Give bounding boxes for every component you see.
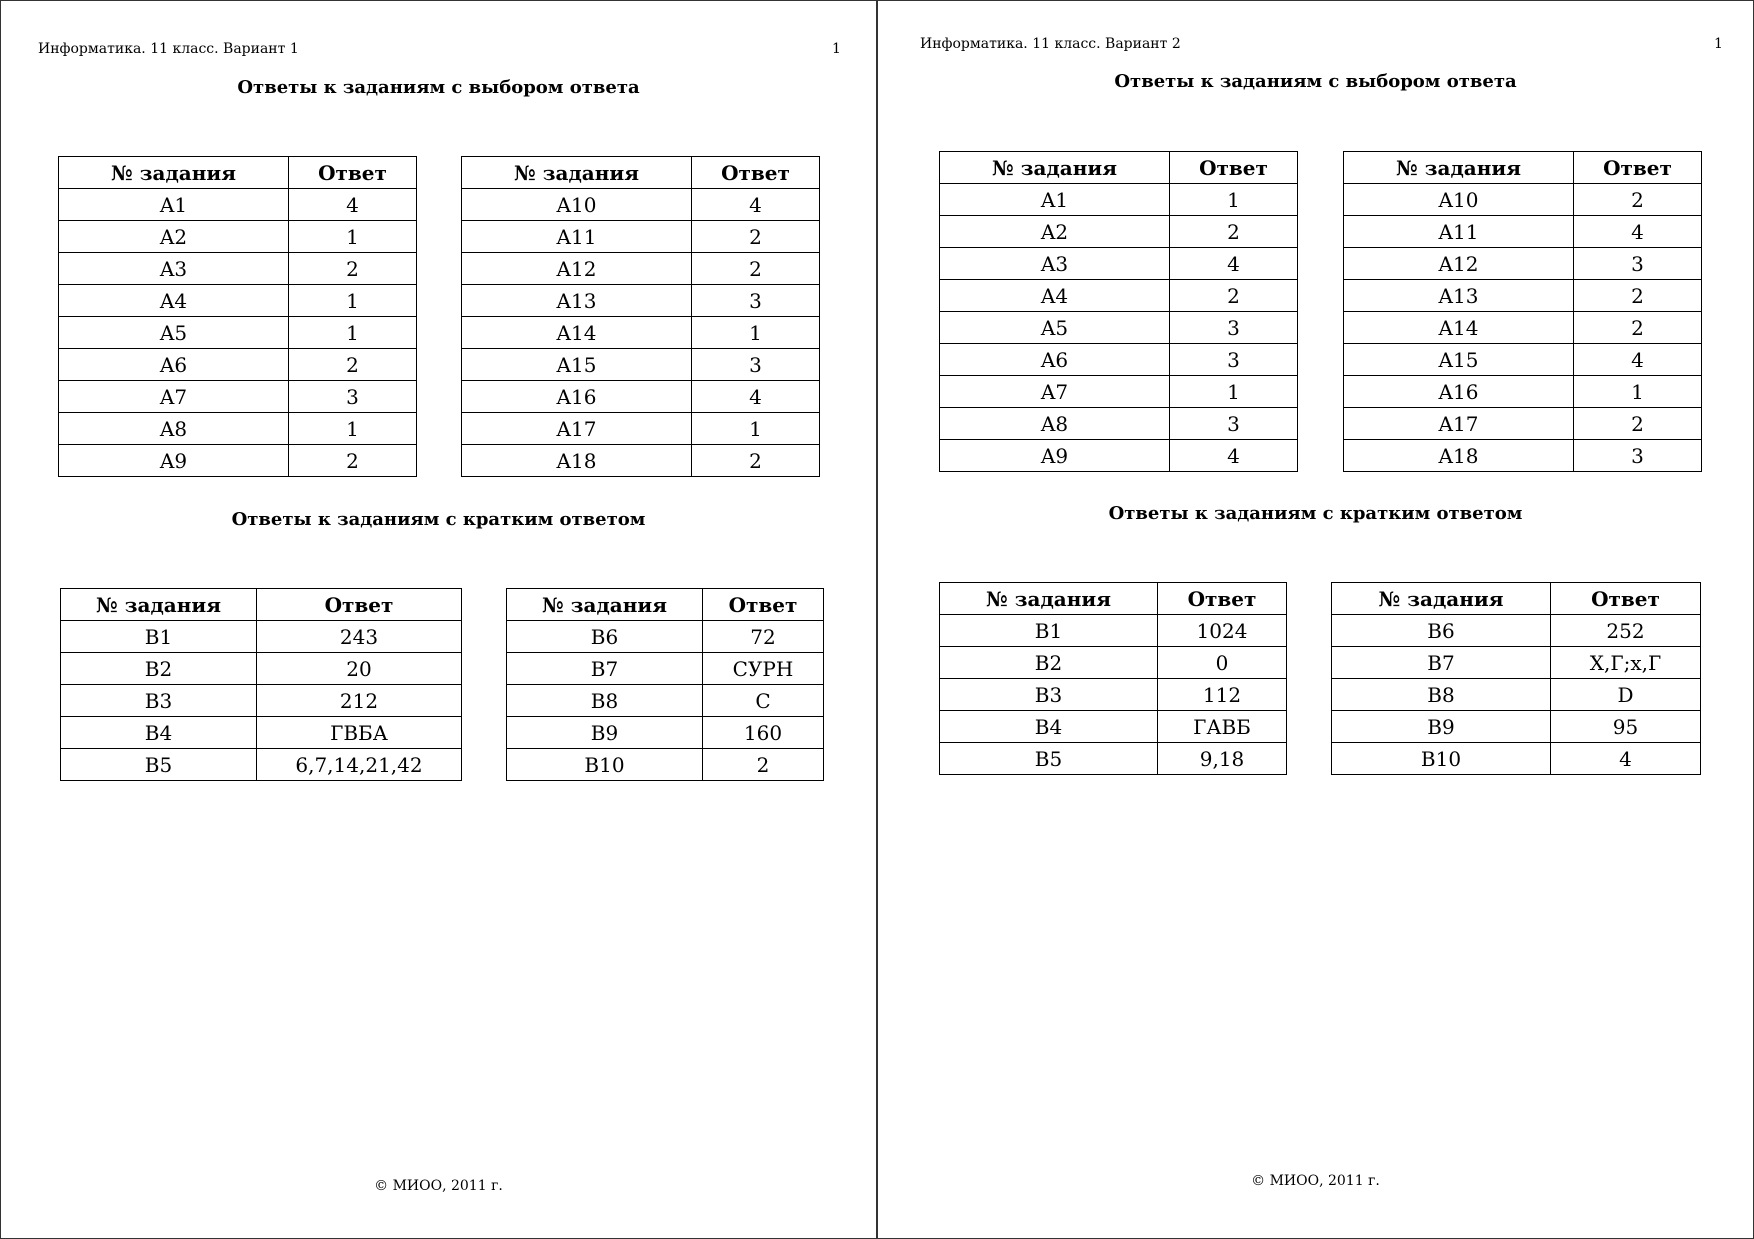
- table-row: [61, 685, 462, 717]
- answer-page-variant-2: [877, 0, 1754, 1239]
- table-row: [1344, 440, 1702, 472]
- table-row: [59, 349, 417, 381]
- task-cell: A14: [462, 317, 692, 349]
- task-cell: B7: [507, 653, 703, 685]
- short-table-right: [506, 588, 824, 781]
- col-header-task: № задания: [61, 589, 257, 621]
- table-row: [462, 317, 820, 349]
- table-row: [940, 280, 1298, 312]
- answer-cell: 243: [257, 621, 462, 653]
- task-cell: A17: [1344, 408, 1574, 440]
- answer-cell: 1: [1574, 376, 1702, 408]
- col-header-answer: Ответ: [1551, 583, 1701, 615]
- task-cell: A9: [940, 440, 1170, 472]
- task-cell: B8: [507, 685, 703, 717]
- table-row: [59, 317, 417, 349]
- task-cell: B8: [1332, 679, 1551, 711]
- answer-cell: 2: [1574, 312, 1702, 344]
- table-row: [462, 285, 820, 317]
- answer-cell: 1: [289, 413, 417, 445]
- answer-cell: 2: [1574, 280, 1702, 312]
- col-header-task: № задания: [1344, 152, 1574, 184]
- answer-cell: 3: [289, 381, 417, 413]
- table-row: [1332, 615, 1701, 647]
- task-cell: B4: [61, 717, 257, 749]
- table-row: [1344, 408, 1702, 440]
- table-row: [1344, 280, 1702, 312]
- task-cell: A13: [1344, 280, 1574, 312]
- section-title-choice: Ответы к заданиям с выбором ответа: [237, 77, 640, 98]
- short-table-left: [60, 588, 462, 781]
- choice-table-right: [461, 156, 820, 477]
- task-cell: A5: [59, 317, 289, 349]
- task-cell: A1: [59, 189, 289, 221]
- answer-cell: 3: [1574, 248, 1702, 280]
- answer-cell: 1024: [1158, 615, 1287, 647]
- table-row: [59, 413, 417, 445]
- answer-cell: 2: [1574, 408, 1702, 440]
- choice-table-right: [1343, 151, 1702, 472]
- answer-cell: 9,18: [1158, 743, 1287, 775]
- task-cell: A10: [462, 189, 692, 221]
- table-row: [940, 615, 1287, 647]
- table-row: [462, 253, 820, 285]
- table-row: [507, 685, 824, 717]
- table-row: [940, 743, 1287, 775]
- task-cell: B5: [940, 743, 1158, 775]
- answer-cell: 2: [289, 253, 417, 285]
- page-header: Информатика. 11 класс. Вариант 2: [920, 36, 1181, 52]
- task-cell: A8: [940, 408, 1170, 440]
- task-cell: A15: [1344, 344, 1574, 376]
- answer-cell: C: [703, 685, 824, 717]
- table-row: [61, 717, 462, 749]
- task-cell: B2: [940, 647, 1158, 679]
- task-cell: B10: [1332, 743, 1551, 775]
- task-cell: A4: [940, 280, 1170, 312]
- task-cell: A17: [462, 413, 692, 445]
- table-row: [61, 749, 462, 781]
- answer-cell: 212: [257, 685, 462, 717]
- answer-cell: 3: [1170, 408, 1298, 440]
- answer-cell: 160: [703, 717, 824, 749]
- answer-cell: 2: [289, 445, 417, 477]
- table-row: [462, 189, 820, 221]
- table-row: [940, 679, 1287, 711]
- answer-cell: 1: [1170, 376, 1298, 408]
- task-cell: A16: [1344, 376, 1574, 408]
- answer-cell: 2: [692, 253, 820, 285]
- answer-cell: D: [1551, 679, 1701, 711]
- page-number: 1: [832, 41, 841, 57]
- answer-cell: 112: [1158, 679, 1287, 711]
- table-row: [940, 344, 1298, 376]
- table-row: [940, 647, 1287, 679]
- table-row: [61, 621, 462, 653]
- table-row: [59, 381, 417, 413]
- answer-cell: 1: [289, 285, 417, 317]
- section-title-short: Ответы к заданиям с кратким ответом: [1108, 503, 1523, 524]
- col-header-answer: Ответ: [703, 589, 824, 621]
- answer-cell: 4: [1574, 344, 1702, 376]
- task-cell: B1: [940, 615, 1158, 647]
- table-row: [1332, 711, 1701, 743]
- task-cell: A8: [59, 413, 289, 445]
- task-cell: B1: [61, 621, 257, 653]
- task-cell: B5: [61, 749, 257, 781]
- answer-cell: 6,7,14,21,42: [257, 749, 462, 781]
- task-cell: A6: [59, 349, 289, 381]
- answer-cell: 2: [1170, 216, 1298, 248]
- answer-cell: 4: [1551, 743, 1701, 775]
- task-cell: A11: [462, 221, 692, 253]
- page-footer: © МИОО, 2011 г.: [374, 1178, 503, 1194]
- task-cell: A9: [59, 445, 289, 477]
- page-footer: © МИОО, 2011 г.: [1251, 1173, 1380, 1189]
- table-row: [940, 376, 1298, 408]
- answer-cell: 1: [289, 317, 417, 349]
- page-number: 1: [1714, 36, 1723, 52]
- task-cell: B4: [940, 711, 1158, 743]
- task-cell: A2: [940, 216, 1170, 248]
- answer-cell: 4: [1170, 440, 1298, 472]
- table-row: [507, 653, 824, 685]
- short-table-left: [939, 582, 1287, 775]
- answer-cell: ГВБА: [257, 717, 462, 749]
- answer-cell: 72: [703, 621, 824, 653]
- task-cell: A12: [462, 253, 692, 285]
- answer-cell: 3: [1574, 440, 1702, 472]
- task-cell: A1: [940, 184, 1170, 216]
- table-row: [462, 445, 820, 477]
- choice-table-left: [58, 156, 417, 477]
- table-row: [1332, 743, 1701, 775]
- table-row: [462, 381, 820, 413]
- answer-cell: 2: [692, 445, 820, 477]
- answer-cell: 20: [257, 653, 462, 685]
- table-row: [1332, 679, 1701, 711]
- table-row: [1344, 344, 1702, 376]
- task-cell: A5: [940, 312, 1170, 344]
- task-cell: A14: [1344, 312, 1574, 344]
- answer-cell: 3: [692, 349, 820, 381]
- answer-cell: 0: [1158, 647, 1287, 679]
- answer-cell: 1: [692, 413, 820, 445]
- answer-cell: 2: [703, 749, 824, 781]
- answer-cell: 95: [1551, 711, 1701, 743]
- task-cell: A13: [462, 285, 692, 317]
- col-header-task: № задания: [940, 152, 1170, 184]
- answer-cell: 1: [692, 317, 820, 349]
- task-cell: A16: [462, 381, 692, 413]
- answer-cell: 2: [1574, 184, 1702, 216]
- short-table-right: [1331, 582, 1701, 775]
- table-row: [940, 440, 1298, 472]
- answer-cell: 4: [1574, 216, 1702, 248]
- answer-cell: ГАВБ: [1158, 711, 1287, 743]
- task-cell: B3: [940, 679, 1158, 711]
- table-row: [940, 184, 1298, 216]
- table-row: [59, 221, 417, 253]
- table-row: [940, 248, 1298, 280]
- task-cell: B9: [1332, 711, 1551, 743]
- task-cell: B7: [1332, 647, 1551, 679]
- page-header: Информатика. 11 класс. Вариант 1: [38, 41, 299, 57]
- answer-cell: 1: [1170, 184, 1298, 216]
- task-cell: B9: [507, 717, 703, 749]
- task-cell: A18: [1344, 440, 1574, 472]
- task-cell: A12: [1344, 248, 1574, 280]
- col-header-task: № задания: [940, 583, 1158, 615]
- col-header-task: № задания: [1332, 583, 1551, 615]
- task-cell: B6: [1332, 615, 1551, 647]
- table-row: [1344, 248, 1702, 280]
- table-row: [59, 253, 417, 285]
- task-cell: A4: [59, 285, 289, 317]
- col-header-answer: Ответ: [1574, 152, 1702, 184]
- answer-cell: 4: [289, 189, 417, 221]
- table-row: [507, 717, 824, 749]
- col-header-answer: Ответ: [289, 157, 417, 189]
- table-row: [1344, 216, 1702, 248]
- answer-cell: 2: [692, 221, 820, 253]
- table-row: [940, 711, 1287, 743]
- table-row: [507, 749, 824, 781]
- col-header-answer: Ответ: [692, 157, 820, 189]
- col-header-task: № задания: [462, 157, 692, 189]
- task-cell: A7: [59, 381, 289, 413]
- table-row: [59, 189, 417, 221]
- table-row: [940, 216, 1298, 248]
- table-row: [1344, 184, 1702, 216]
- col-header-answer: Ответ: [1158, 583, 1287, 615]
- answer-cell: 3: [692, 285, 820, 317]
- answer-cell: СУРН: [703, 653, 824, 685]
- table-row: [462, 349, 820, 381]
- task-cell: A18: [462, 445, 692, 477]
- answer-cell: 2: [1170, 280, 1298, 312]
- task-cell: A7: [940, 376, 1170, 408]
- table-row: [940, 312, 1298, 344]
- answer-cell: 1: [289, 221, 417, 253]
- col-header-answer: Ответ: [1170, 152, 1298, 184]
- task-cell: B6: [507, 621, 703, 653]
- table-row: [1344, 376, 1702, 408]
- table-row: [507, 621, 824, 653]
- task-cell: A3: [940, 248, 1170, 280]
- task-cell: B2: [61, 653, 257, 685]
- answer-cell: 4: [692, 189, 820, 221]
- col-header-task: № задания: [507, 589, 703, 621]
- answer-cell: 3: [1170, 344, 1298, 376]
- table-row: [59, 445, 417, 477]
- answer-cell: 4: [1170, 248, 1298, 280]
- col-header-task: № задания: [59, 157, 289, 189]
- task-cell: A2: [59, 221, 289, 253]
- answer-cell: X,Г;x,Г: [1551, 647, 1701, 679]
- task-cell: B3: [61, 685, 257, 717]
- answer-cell: 4: [692, 381, 820, 413]
- answer-cell: 252: [1551, 615, 1701, 647]
- table-row: [59, 285, 417, 317]
- table-row: [462, 413, 820, 445]
- task-cell: A10: [1344, 184, 1574, 216]
- task-cell: A6: [940, 344, 1170, 376]
- task-cell: B10: [507, 749, 703, 781]
- answer-cell: 2: [289, 349, 417, 381]
- table-row: [1344, 312, 1702, 344]
- task-cell: A15: [462, 349, 692, 381]
- col-header-answer: Ответ: [257, 589, 462, 621]
- table-row: [61, 653, 462, 685]
- table-row: [1332, 647, 1701, 679]
- table-row: [462, 221, 820, 253]
- task-cell: A3: [59, 253, 289, 285]
- answer-cell: 3: [1170, 312, 1298, 344]
- choice-table-left: [939, 151, 1298, 472]
- table-row: [940, 408, 1298, 440]
- section-title-choice: Ответы к заданиям с выбором ответа: [1114, 71, 1517, 92]
- task-cell: A11: [1344, 216, 1574, 248]
- section-title-short: Ответы к заданиям с кратким ответом: [231, 509, 646, 530]
